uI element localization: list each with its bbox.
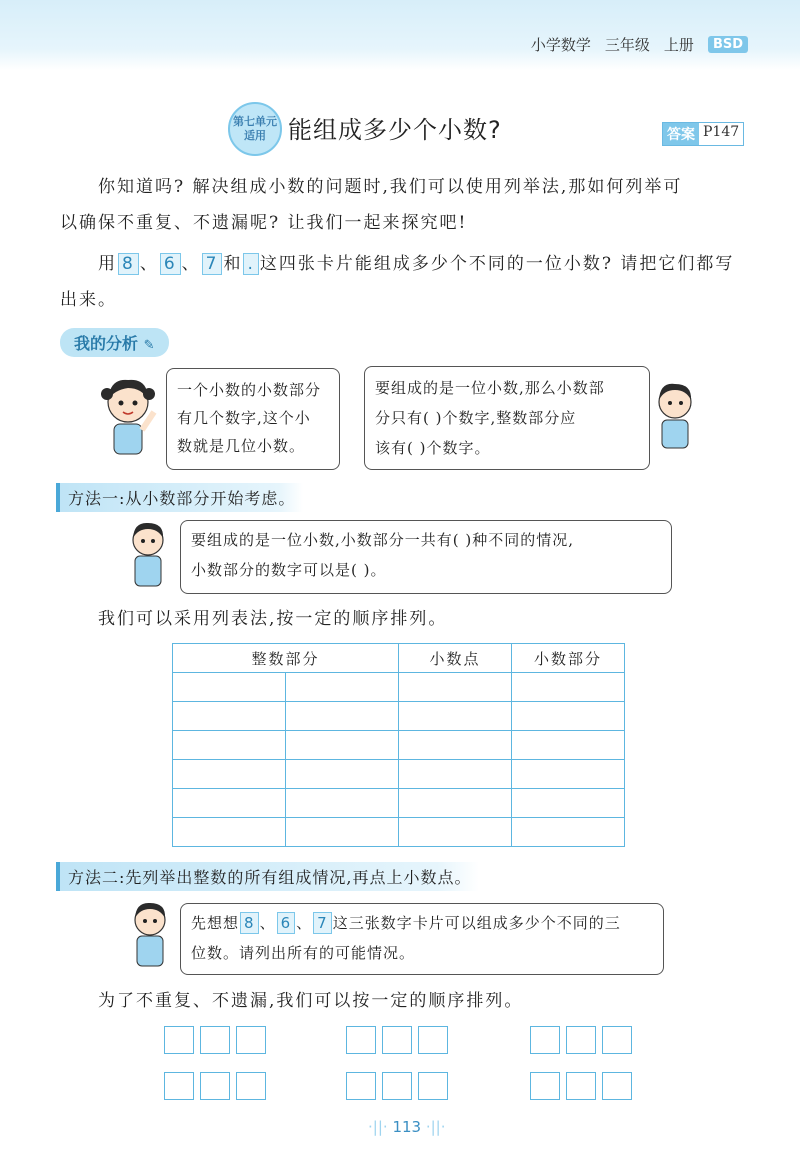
enumeration-table <box>172 643 625 847</box>
bubble-m2-line: 位数。请列出所有的可能情况。 <box>191 944 416 962</box>
page-title: 能组成多少个小数? <box>288 116 502 144</box>
bubble-left-line: 有几个数字,这个小 <box>177 409 311 427</box>
table-cell[interactable] <box>512 818 625 847</box>
table-cell[interactable] <box>286 789 399 818</box>
method-two-label: 方法二:先列举出整数的所有组成情况,再点上小数点。 <box>56 862 479 891</box>
card-6: 6 <box>160 253 181 275</box>
girl-illustration <box>96 372 166 462</box>
book-header <box>531 34 748 55</box>
boy-illustration <box>124 898 176 974</box>
table-row <box>173 760 625 789</box>
table-cell[interactable] <box>286 673 399 702</box>
speech-bubble-method-two <box>180 903 664 975</box>
unit-badge <box>228 102 282 156</box>
answer-box[interactable] <box>418 1072 448 1100</box>
answer-reference <box>662 122 744 146</box>
boy-illustration <box>122 518 174 594</box>
answer-box[interactable] <box>382 1026 412 1054</box>
method-one-hint: 我们可以采用列表法,按一定的顺序排列。 <box>98 609 448 629</box>
bubble-m2-line <box>191 908 653 938</box>
table-cell[interactable] <box>399 731 512 760</box>
table-header-integer: 整数部分 <box>173 644 399 673</box>
answer-label: 答案 <box>663 123 699 145</box>
table-row <box>173 702 625 731</box>
table-row <box>173 673 625 702</box>
card-8: 8 <box>240 912 259 934</box>
bubble-right-line: 该有( )个数字。 <box>375 439 491 457</box>
edition-tag: BSD <box>708 36 748 53</box>
answer-box[interactable] <box>346 1072 376 1100</box>
answer-box[interactable] <box>200 1026 230 1054</box>
bubble-right-line: 要组成的是一位小数,那么小数部 <box>375 379 605 397</box>
answer-box[interactable] <box>602 1026 632 1054</box>
grade-label: 三年级 <box>604 36 650 54</box>
table-cell[interactable] <box>399 673 512 702</box>
table-cell[interactable] <box>173 673 286 702</box>
answer-box[interactable] <box>346 1026 376 1054</box>
unit-badge-line2: 适用 <box>244 129 266 142</box>
answer-box[interactable] <box>602 1072 632 1100</box>
card-dot: . <box>243 253 258 275</box>
table-row <box>173 731 625 760</box>
bubble-left-line: 数就是几位小数。 <box>177 437 306 455</box>
question-sep: 、 <box>139 254 159 274</box>
volume-label: 上册 <box>663 36 694 54</box>
table-cell[interactable] <box>173 818 286 847</box>
speech-bubble-method-one <box>180 520 672 594</box>
bubble-m1-line: 小数部分的数字可以是( )。 <box>191 561 387 579</box>
page-number: ·||· 113 ·||· <box>368 1118 446 1136</box>
analysis-label-text: 我的分析 <box>74 334 139 353</box>
speech-bubble-right <box>364 366 650 470</box>
analysis-label <box>60 328 169 357</box>
answer-box[interactable] <box>164 1026 194 1054</box>
bubble-m2-suffix: 这三张数字卡片可以组成多少个不同的三 <box>332 914 621 932</box>
table-row <box>173 789 625 818</box>
table-cell[interactable] <box>399 789 512 818</box>
table-cell[interactable] <box>286 731 399 760</box>
page-number-text: 113 <box>392 1118 422 1136</box>
question-sep: 、 <box>181 254 201 274</box>
table-header-decimal: 小数部分 <box>512 644 625 673</box>
method-one-label: 方法一:从小数部分开始考虑。 <box>56 483 303 512</box>
question-line-1 <box>98 247 734 281</box>
table-cell[interactable] <box>399 702 512 731</box>
table-cell[interactable] <box>173 702 286 731</box>
bubble-m1-line: 要组成的是一位小数,小数部分一共有( )种不同的情况, <box>191 531 575 549</box>
card-7: 7 <box>313 912 332 934</box>
bubble-left-line: 一个小数的小数部分 <box>177 381 322 399</box>
method-two-hint: 为了不重复、不遗漏,我们可以按一定的顺序排列。 <box>98 991 524 1011</box>
question-and: 和 <box>223 254 243 274</box>
table-row <box>173 818 625 847</box>
table-cell[interactable] <box>173 789 286 818</box>
pencil-icon: ✎ <box>143 338 155 353</box>
question-line-2: 出来。 <box>60 290 117 310</box>
answer-box[interactable] <box>418 1026 448 1054</box>
subject-label: 小学数学 <box>530 36 591 54</box>
answer-box[interactable] <box>382 1072 412 1100</box>
table-cell[interactable] <box>286 760 399 789</box>
speech-bubble-left <box>166 368 340 470</box>
bubble-m2-sep: 、 <box>259 914 276 932</box>
answer-box[interactable] <box>566 1072 596 1100</box>
answer-box[interactable] <box>236 1026 266 1054</box>
table-cell[interactable] <box>173 731 286 760</box>
table-cell[interactable] <box>286 702 399 731</box>
question-prefix: 用 <box>98 254 117 274</box>
table-cell[interactable] <box>512 731 625 760</box>
answer-box[interactable] <box>236 1072 266 1100</box>
answer-box[interactable] <box>530 1072 560 1100</box>
answer-box[interactable] <box>200 1072 230 1100</box>
table-cell[interactable] <box>512 760 625 789</box>
bubble-m2-prefix: 先想想 <box>191 914 240 932</box>
card-6: 6 <box>277 912 296 934</box>
table-header-point: 小数点 <box>399 644 512 673</box>
table-header-row <box>173 644 625 673</box>
intro-line-1: 你知道吗? 解决组成小数的问题时,我们可以使用列举法,那如何列举可 <box>98 177 683 197</box>
answer-box[interactable] <box>530 1026 560 1054</box>
answer-box[interactable] <box>164 1072 194 1100</box>
answer-page: P147 <box>703 124 740 140</box>
unit-badge-line1: 第七单元 <box>233 115 277 128</box>
bubble-m2-sep: 、 <box>296 914 313 932</box>
boy-illustration <box>650 378 700 460</box>
table-cell[interactable] <box>286 818 399 847</box>
table-cell[interactable] <box>512 789 625 818</box>
answer-box[interactable] <box>566 1026 596 1054</box>
card-7: 7 <box>202 253 223 275</box>
table-cell[interactable] <box>512 702 625 731</box>
table-cell[interactable] <box>399 760 512 789</box>
intro-line-2: 以确保不重复、不遗漏呢? 让我们一起来探究吧! <box>60 213 468 233</box>
table-cell[interactable] <box>173 760 286 789</box>
card-8: 8 <box>118 253 139 275</box>
bubble-right-line: 分只有( )个数字,整数部分应 <box>375 409 577 427</box>
question-suffix: 这四张卡片能组成多少个不同的一位小数? 请把它们都写 <box>259 254 735 274</box>
table-cell[interactable] <box>512 673 625 702</box>
table-cell[interactable] <box>399 818 512 847</box>
